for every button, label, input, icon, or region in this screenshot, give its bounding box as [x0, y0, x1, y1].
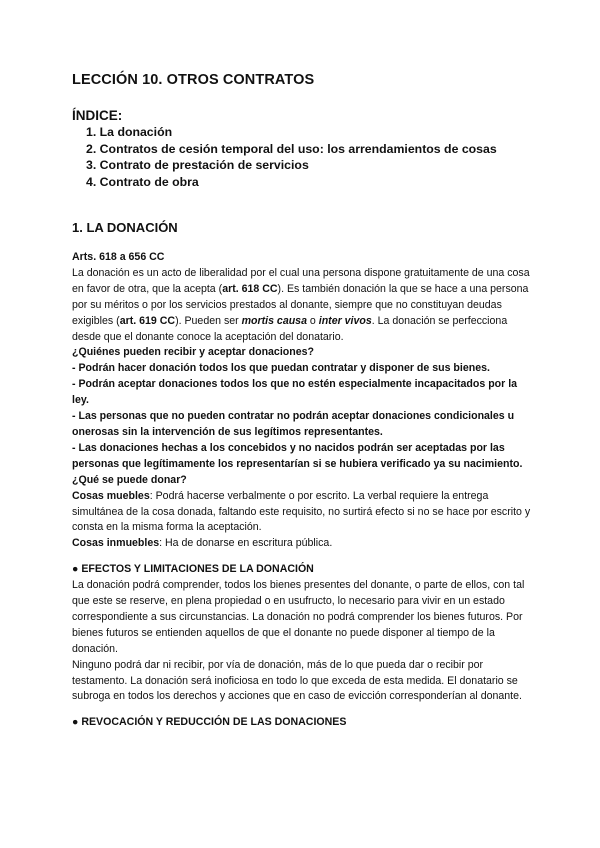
immovables-paragraph: Cosas inmuebles: Ha de donarse en escritura pública. [72, 537, 333, 550]
index-item: 4. Contrato de obra [86, 174, 199, 189]
articles-reference: Arts. 618 a 656 CC [72, 251, 165, 263]
section-body [72, 250, 532, 731]
question-what: ¿Qué se puede donar? [72, 473, 187, 486]
index-heading: ÍNDICE: [72, 108, 123, 123]
index-item: 3. Contrato de prestación de servicios [86, 158, 309, 173]
revocation-heading: ● REVOCACIÓN Y REDUCCIÓN DE LAS DONACIONES [72, 716, 347, 729]
lesson-title: LECCIÓN 10. OTROS CONTRATOS [72, 72, 315, 88]
rule-item: - Las personas que no pueden contratar no podrán aceptar donaciones condicionales u onerosas sin la intervención de sus legítimos representantes. [72, 410, 515, 438]
rule-item: - Las donaciones hechas a los concebidos y no nacidos podrán ser aceptadas por las personas que legítimamente los representarían si se hubiera verificado ya su nacimiento. [72, 441, 523, 470]
effects-paragraph: La donación podrá comprender, todos los bienes presentes del donante, o parte de ellos, con tal que este se reserve, en plena propiedad o en usufructo, lo necesario para vivir en un estado correspondiente a sus circunstancias. La donación no podrá comprender los bienes futuros. Por bienes futuros se entienden aquellos de que el donante no puede disponer al tiempo de la donación. [72, 579, 525, 655]
movables-paragraph: Cosas muebles: Podrá hacerse verbalmente o por escrito. La verbal requiere la entrega simultánea de la cosa donada, faltando este requisito, no surtirá efecto si no se hace por escrito y consta en la misma forma la aceptación. [72, 489, 531, 534]
rule-item: - Podrán aceptar donaciones todos los que no estén especialmente incapacitados por la ley. [72, 378, 518, 407]
section-heading-donacion: 1. LA DONACIÓN [72, 220, 178, 235]
index-item: 1. La donación [86, 125, 173, 139]
index-list [86, 124, 497, 190]
rule-item: - Podrán hacer donación todos los que puedan contratar y disponer de sus bienes. [72, 362, 490, 375]
effects-heading: ● EFECTOS Y LIMITACIONES DE LA DONACIÓN [72, 563, 314, 576]
question-who: ¿Quiénes pueden recibir y aceptar donaciones? [72, 346, 314, 359]
index-item: 2. Contratos de cesión temporal del uso: los arrendamientos de cosas [86, 141, 497, 156]
effects-paragraph: Ninguno podrá dar ni recibir, por vía de donación, más de lo que pueda dar o recibir por testamento. La donación será inoficiosa en todo lo que exceda de esta medida. El donatario se subroga en todos los derechos y acciones que en caso de evicción corresponderían al donante. [72, 658, 522, 703]
definition-paragraph: La donación es un acto de liberalidad por el cual una persona dispone gratuitamente de una cosa en favor de otra, que la acepta (art. 618 CC). Es también donación la que se hace a una persona por su méritos o por los servicios prestados al donante, siempre que no constituyan deudas exigibles (art. 619 CC). Pueden ser mortis causa o inter vivos. La donación se perfecciona desde que el donante conoce la aceptación del donatario. [72, 266, 530, 343]
